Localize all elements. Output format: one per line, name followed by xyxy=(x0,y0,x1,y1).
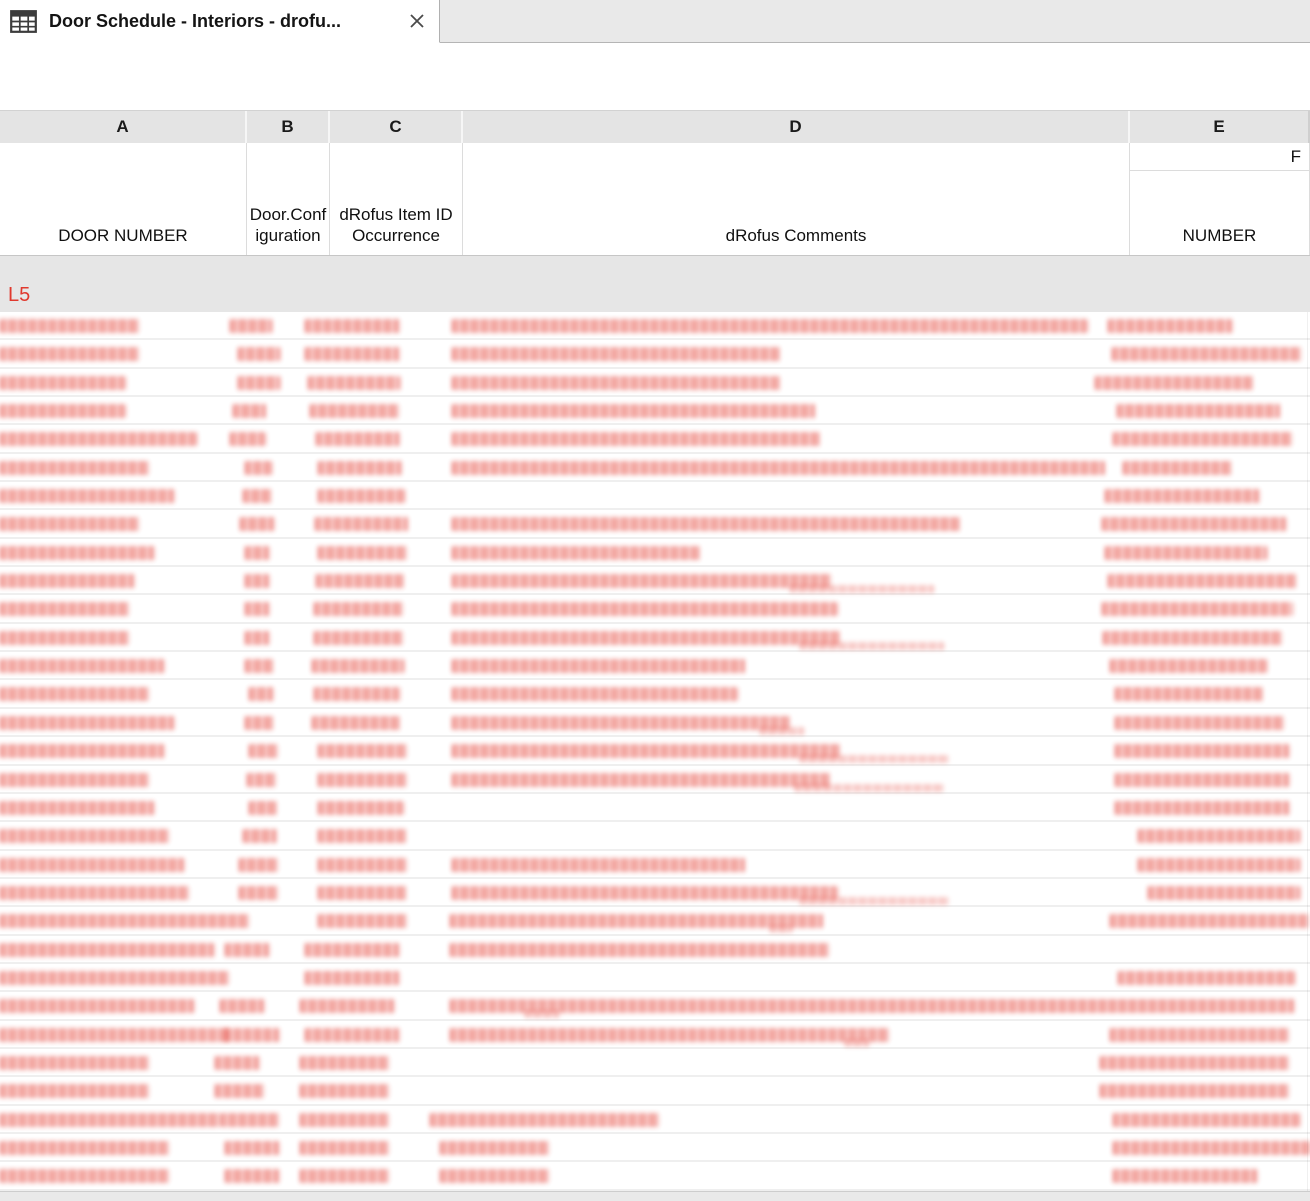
redacted-cell-d xyxy=(452,347,780,361)
table-row[interactable] xyxy=(0,1162,1310,1190)
header-door-configuration-label: Door.Configuration xyxy=(249,204,327,246)
redacted-cell-b xyxy=(225,1028,280,1042)
redacted-cell-e xyxy=(1115,773,1290,787)
table-row[interactable] xyxy=(0,737,1310,765)
redacted-cell-d xyxy=(452,687,738,701)
header-door-number[interactable] xyxy=(0,143,247,255)
redacted-cell-d xyxy=(760,727,805,735)
redacted-cell-c xyxy=(300,999,395,1013)
redacted-cell-b xyxy=(230,319,272,333)
redacted-cell-d xyxy=(452,602,838,616)
redacted-cell-c xyxy=(318,886,407,900)
redacted-cell-b xyxy=(225,1169,280,1183)
redacted-cell-e xyxy=(1102,602,1293,616)
table-row[interactable] xyxy=(0,369,1310,397)
redacted-cell-e xyxy=(1110,914,1310,928)
redacted-cell-a xyxy=(0,914,250,928)
redacted-cell-b xyxy=(245,716,274,730)
redacted-cell-c xyxy=(308,376,400,390)
redacted-cell-a xyxy=(0,517,140,531)
redacted-cell-e xyxy=(1105,546,1267,560)
redacted-cell-a xyxy=(0,319,140,333)
redacted-cell-b xyxy=(220,999,265,1013)
redacted-cell-e xyxy=(1123,461,1232,475)
redacted-cell-e xyxy=(1105,489,1260,503)
redacted-cell-e xyxy=(1110,1028,1290,1042)
redacted-cell-b xyxy=(243,489,272,503)
table-row[interactable] xyxy=(0,1106,1310,1134)
redacted-cell-b xyxy=(245,631,270,645)
column-letter-a[interactable]: A xyxy=(0,111,247,143)
redacted-cell-a xyxy=(0,858,185,872)
redacted-cell-b xyxy=(225,943,270,957)
redacted-cell-b xyxy=(245,546,270,560)
group-header-label: L5 xyxy=(8,284,31,306)
redacted-cell-c xyxy=(314,687,400,701)
tab-title: Door Schedule - Interiors - drofu... xyxy=(49,10,342,31)
table-row[interactable] xyxy=(0,397,1310,425)
table-row[interactable] xyxy=(0,1049,1310,1077)
redacted-cell-e xyxy=(1113,432,1293,446)
redacted-cell-e xyxy=(1115,716,1285,730)
redacted-cell-d xyxy=(452,659,745,673)
redacted-cell-d xyxy=(800,642,945,650)
redacted-cell-c xyxy=(318,914,408,928)
redacted-cell-c xyxy=(305,1028,400,1042)
column-letter-f-cell[interactable] xyxy=(1130,143,1309,171)
redacted-cell-a xyxy=(0,1141,170,1155)
column-letter-c[interactable]: C xyxy=(330,111,463,143)
redacted-cell-b xyxy=(225,1141,280,1155)
header-door-configuration[interactable] xyxy=(247,143,330,255)
table-row[interactable] xyxy=(0,595,1310,623)
redacted-cell-d xyxy=(452,546,700,560)
bottom-bar xyxy=(0,1191,1310,1201)
redacted-cell-e xyxy=(1108,574,1297,588)
redacted-cell-e xyxy=(1113,1113,1300,1127)
redacted-cell-e xyxy=(1102,517,1287,531)
column-headers-row xyxy=(0,143,1310,256)
table-row[interactable] xyxy=(0,539,1310,567)
redacted-cell-c xyxy=(310,404,400,418)
redacted-cell-b xyxy=(245,574,270,588)
header-drofus-item-id-label: dRofus Item ID Occurrence xyxy=(339,204,453,246)
redacted-cell-e xyxy=(1095,376,1253,390)
redacted-cell-b xyxy=(249,744,279,758)
redacted-cell-c xyxy=(318,489,405,503)
redacted-cell-d xyxy=(452,886,838,900)
redacted-cell-a xyxy=(0,1113,220,1127)
redacted-cell-d xyxy=(452,461,1105,475)
header-number-label: NUMBER xyxy=(1182,226,1257,246)
table-row[interactable] xyxy=(0,936,1310,964)
redacted-cell-a xyxy=(0,432,197,446)
redacted-cell-a xyxy=(0,631,130,645)
redacted-cell-e xyxy=(1138,858,1300,872)
redacted-cell-a xyxy=(0,376,126,390)
redacted-cell-c xyxy=(316,574,404,588)
redacted-cell-c xyxy=(300,1056,390,1070)
redacted-cell-c xyxy=(314,602,404,616)
redacted-cell-e xyxy=(1148,886,1300,900)
redacted-cell-e xyxy=(1103,631,1283,645)
redacted-cell-b xyxy=(245,602,270,616)
redacted-cell-a xyxy=(0,999,195,1013)
header-door-number-label: DOOR NUMBER xyxy=(58,226,188,246)
redacted-cell-c xyxy=(318,461,402,475)
table-row[interactable] xyxy=(0,766,1310,794)
redacted-cell-d xyxy=(452,319,1088,333)
redacted-cell-e xyxy=(1113,1141,1310,1155)
redacted-cell-a xyxy=(0,1084,150,1098)
table-row[interactable] xyxy=(0,992,1310,1020)
redacted-cell-a xyxy=(0,1056,150,1070)
redacted-cell-c xyxy=(315,517,408,531)
header-number[interactable] xyxy=(1130,171,1309,255)
redacted-cell-e xyxy=(1100,1084,1290,1098)
redacted-cell-d xyxy=(440,1141,550,1155)
redacted-cell-c xyxy=(305,971,400,985)
redacted-cell-a xyxy=(0,347,140,361)
redacted-cell-a xyxy=(0,773,150,787)
redacted-cell-d xyxy=(450,1028,890,1042)
schedule-title-spacer xyxy=(0,43,1310,110)
redacted-cell-d xyxy=(452,376,780,390)
schedule-table-icon xyxy=(10,10,37,33)
redacted-cell-c xyxy=(318,744,408,758)
header-drofus-item-id[interactable] xyxy=(330,143,463,255)
redacted-cell-a xyxy=(0,574,135,588)
redacted-cell-e xyxy=(1113,1169,1258,1183)
redacted-cell-b xyxy=(245,461,272,475)
redacted-cell-d xyxy=(440,1169,550,1183)
redacted-cell-b xyxy=(233,404,266,418)
redacted-cell-c xyxy=(300,1084,390,1098)
redacted-cell-a xyxy=(0,404,126,418)
redacted-cell-c xyxy=(318,546,408,560)
redacted-cell-b xyxy=(215,1084,265,1098)
table-row[interactable] xyxy=(0,510,1310,538)
redacted-cell-d xyxy=(790,585,935,593)
redacted-cell-e xyxy=(1112,347,1302,361)
redacted-cell-b xyxy=(249,687,274,701)
redacted-cell-c xyxy=(312,659,404,673)
redacted-cell-a xyxy=(0,801,155,815)
table-row[interactable] xyxy=(0,312,1310,340)
close-icon[interactable] xyxy=(407,11,427,31)
redacted-cell-d xyxy=(452,858,745,872)
table-row[interactable] xyxy=(0,652,1310,680)
redacted-cell-b xyxy=(230,432,266,446)
tab-door-schedule[interactable] xyxy=(0,0,440,43)
redacted-cell-b xyxy=(243,829,277,843)
table-row[interactable] xyxy=(0,709,1310,737)
redacted-cell-d xyxy=(845,1039,870,1047)
redacted-cell-e xyxy=(1118,971,1295,985)
redacted-cell-e xyxy=(1108,319,1233,333)
redacted-cell-a xyxy=(0,971,230,985)
redacted-cell-c xyxy=(318,773,408,787)
redacted-cell-c xyxy=(300,1141,390,1155)
table-row[interactable] xyxy=(0,1077,1310,1105)
redacted-cell-b xyxy=(239,886,279,900)
table-row[interactable] xyxy=(0,624,1310,652)
redacted-cell-a xyxy=(0,687,150,701)
redacted-cell-d xyxy=(452,716,790,730)
redacted-cell-a xyxy=(0,489,175,503)
redacted-cell-c xyxy=(305,319,400,333)
redacted-cell-e xyxy=(1115,687,1263,701)
redacted-cell-b xyxy=(238,376,280,390)
redacted-cell-c xyxy=(314,631,404,645)
redacted-cell-c xyxy=(312,716,400,730)
redacted-cell-e xyxy=(1117,404,1280,418)
redacted-cell-b xyxy=(245,659,274,673)
table-row[interactable] xyxy=(0,425,1310,453)
table-row[interactable] xyxy=(0,482,1310,510)
redacted-cell-a xyxy=(0,886,190,900)
schedule-body xyxy=(0,312,1310,1191)
table-row[interactable] xyxy=(0,340,1310,368)
group-header-row xyxy=(0,256,1310,312)
table-row[interactable] xyxy=(0,1134,1310,1162)
redacted-cell-c xyxy=(318,801,404,815)
redacted-cell-d xyxy=(430,1113,660,1127)
redacted-cell-d xyxy=(452,517,960,531)
redacted-cell-a xyxy=(0,546,155,560)
redacted-cell-d xyxy=(450,999,1295,1013)
redacted-cell-a xyxy=(0,1169,170,1183)
redacted-cell-a xyxy=(0,829,170,843)
redacted-cell-e xyxy=(1138,829,1300,843)
header-drofus-comments-label: dRofus Comments xyxy=(725,226,867,246)
redacted-cell-e xyxy=(1100,1056,1290,1070)
redacted-cell-c xyxy=(300,1169,390,1183)
table-row[interactable] xyxy=(0,454,1310,482)
table-row[interactable] xyxy=(0,1021,1310,1049)
redacted-cell-e xyxy=(1110,659,1267,673)
redacted-cell-d xyxy=(450,943,830,957)
redacted-cell-c xyxy=(318,858,408,872)
redacted-cell-c xyxy=(305,347,400,361)
redacted-cell-d xyxy=(452,404,815,418)
redacted-cell-b xyxy=(238,347,280,361)
redacted-cell-d xyxy=(800,755,950,763)
redacted-cell-d xyxy=(525,1010,560,1018)
table-row[interactable] xyxy=(0,567,1310,595)
redacted-cell-d xyxy=(770,925,792,933)
redacted-cell-d xyxy=(452,432,820,446)
header-number-group xyxy=(1130,143,1310,255)
redacted-cell-a xyxy=(0,659,165,673)
redacted-cell-a xyxy=(0,744,165,758)
redacted-cell-d xyxy=(450,914,823,928)
table-row[interactable] xyxy=(0,680,1310,708)
redacted-cell-a xyxy=(0,716,175,730)
column-letter-f: F xyxy=(1290,146,1301,166)
redacted-cell-b xyxy=(240,517,275,531)
redacted-cell-a xyxy=(0,602,130,616)
header-drofus-comments[interactable] xyxy=(463,143,1130,255)
table-row[interactable] xyxy=(0,964,1310,992)
redacted-cell-a xyxy=(0,943,215,957)
column-letters-row xyxy=(0,110,1310,143)
table-row[interactable] xyxy=(0,851,1310,879)
column-letter-b[interactable]: B xyxy=(247,111,330,143)
table-row[interactable] xyxy=(0,879,1310,907)
tab-bar xyxy=(0,0,1310,43)
redacted-cell-a xyxy=(0,461,150,475)
redacted-cell-c xyxy=(305,943,400,957)
redacted-cell-c xyxy=(300,1113,390,1127)
redacted-cell-d xyxy=(800,897,950,905)
redacted-cell-c xyxy=(316,432,400,446)
column-letter-d[interactable]: D xyxy=(463,111,1130,143)
redacted-cell-d xyxy=(452,631,840,645)
table-row[interactable] xyxy=(0,907,1310,935)
redacted-cell-e xyxy=(1115,801,1290,815)
column-letter-e[interactable]: E xyxy=(1130,111,1310,143)
redacted-cell-d xyxy=(795,784,945,792)
redacted-cell-b xyxy=(220,1113,280,1127)
table-row[interactable] xyxy=(0,794,1310,822)
redacted-cell-b xyxy=(239,858,279,872)
redacted-cell-d xyxy=(452,574,832,588)
redacted-cell-c xyxy=(318,829,407,843)
redacted-cell-b xyxy=(249,801,277,815)
redacted-cell-a xyxy=(0,1028,230,1042)
redacted-cell-d xyxy=(452,773,830,787)
redacted-cell-d xyxy=(452,744,840,758)
table-row[interactable] xyxy=(0,822,1310,850)
redacted-cell-b xyxy=(215,1056,260,1070)
redacted-cell-e xyxy=(1115,744,1290,758)
redacted-cell-b xyxy=(247,773,277,787)
